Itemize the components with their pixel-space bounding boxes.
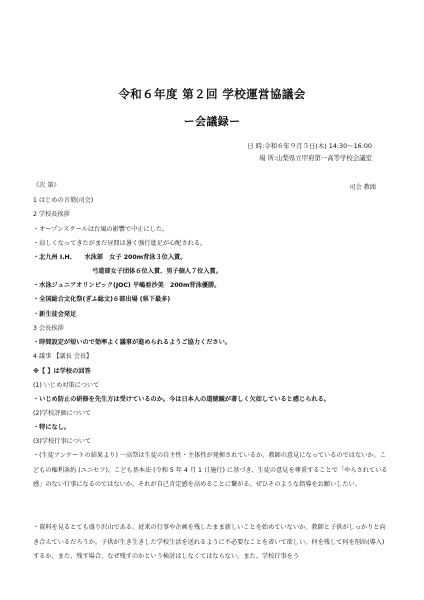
- agenda-item: (3)学校行事について: [33, 438, 92, 445]
- meeting-venue: 場 所:山梨県立甲府第一高等学校会議室: [259, 154, 372, 162]
- agenda-item: ・水泳ジュニアオリンピック(JOC) 平嶋亜沙美 200m背泳優勝。: [33, 282, 221, 289]
- agenda-item: (2)学校評価について: [33, 410, 92, 417]
- agenda-item: ・いじめ防止の研修を先生方は受けているのか。今は日本人の道徳観が著しく欠如していると感じられる。: [33, 396, 330, 403]
- agenda-item: ・特になし。: [33, 424, 71, 431]
- agenda-item: ・オープンスクールは台風の影響で中止にした。: [33, 226, 169, 233]
- agenda-item: ・涼しくなってきたがまだ昼間は暑く強行進足が心配される。: [33, 240, 207, 247]
- agenda-item: ・北九州 I.H. 水泳部 女子 200m背泳３位入賞。: [33, 254, 187, 261]
- agenda-heading: 《次 第》: [33, 182, 60, 189]
- agenda-item: 1 はじめの言葉(司会): [33, 197, 94, 204]
- agenda-chair: 司会 教頭: [349, 184, 376, 191]
- agenda-item: 4 議事 【議長 会長】: [33, 353, 93, 360]
- minutes-paragraph: ・資料を見るとても盛り沢山である。従来の行事や企画を残したまま新しいことを始めていないか。教師と子供がしっかりと向き合えているだろうか。子供が生き生きした学校生活を送れるように不必要なことを省いて欲しい。何を残して何を削出(導入)するか、また、残す場合、なぜ残すのかという検討はしなくてはならない。また、学校行事をう: [33, 524, 386, 560]
- agenda-item: ・時間設定が短いので効率よく議事が進められるようご協力ください。: [33, 339, 231, 346]
- minutes-paragraph: ・(生徒アンケートの結果より) 一高祭は生徒の自主性・主体性が発揮されているか。教師の意見になっているのではないか。こどもの権利条約 (ユニセフ)、こども基本法 (令和 5 年 4 月 1 日施行) に基づき、生徒の意見を尊重することで「やらされている感」のない行事になるのではないか。それが自己肯定感を高めることに繋がる。ぜひそのような指導をお願いしたい。: [33, 452, 388, 488]
- meeting-datetime: 日 時:令和６年９月５日(木) 14:30～16:00: [247, 142, 372, 150]
- agenda-item: (1) いじめ対策について: [33, 382, 100, 389]
- agenda-item: ※【 】は学校の回答: [33, 368, 91, 375]
- agenda-item: ・新生徒会発足: [33, 311, 77, 318]
- agenda-item: 3 会長挨拶: [33, 325, 64, 332]
- agenda-item: 2 学校長挨拶: [33, 211, 70, 218]
- agenda-item: 弓道部女子団体６位入賞、男子個人７位入賞。: [92, 268, 222, 275]
- document-title: 令和６年度 第２回 学校運営協議会: [118, 87, 306, 101]
- document-subtitle: ー会議録ー: [183, 115, 241, 128]
- agenda-item: ・全国総合文化祭(ぎふ総文)６部出場 (県下最多): [33, 296, 171, 303]
